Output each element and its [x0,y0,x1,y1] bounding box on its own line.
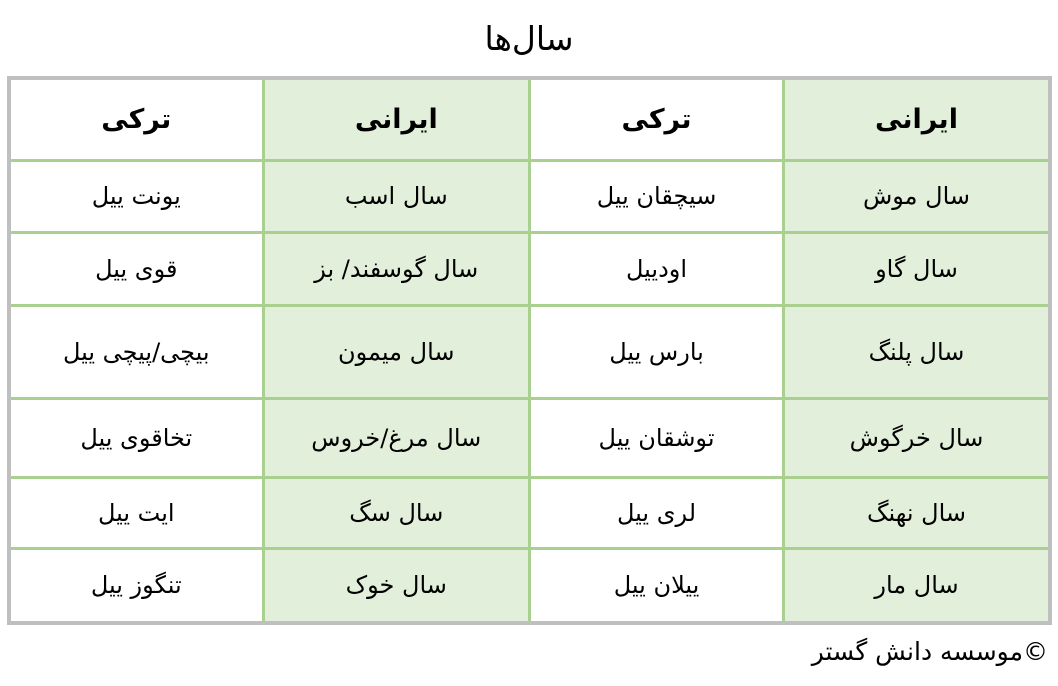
year-cell-iranian: سال موش [784,160,1050,232]
year-cell-turkish: تنگوز ییل [9,548,263,623]
header-turkish-1: ترکی [530,78,784,160]
header-iranian-1: ایرانی [784,78,1050,160]
header-iranian-2: ایرانی [263,78,529,160]
year-cell-turkish: قوی ییل [9,232,263,305]
year-cell-iranian: سال پلنگ [784,305,1050,398]
year-cell-iranian: سال خوک [263,548,529,623]
year-cell-turkish: بارس ییل [530,305,784,398]
year-cell-iranian: سال خرگوش [784,398,1050,477]
year-cell-iranian: سال مار [784,548,1050,623]
year-cell-iranian: سال گاو [784,232,1050,305]
table-row [9,305,1050,398]
year-cell-iranian: سال اسب [263,160,529,232]
copyright-credit: ©موسسه دانش گستر [811,637,1048,666]
year-cell-turkish: بیچی/پیچی ییل [9,305,263,398]
year-cell-turkish: لری ییل [530,477,784,548]
year-cell-turkish: سیچقان ییل [530,160,784,232]
header-row [9,78,1050,160]
table-row [9,548,1050,623]
year-cell-turkish: یونت ییل [9,160,263,232]
year-cell-iranian: سال سگ [263,477,529,548]
years-table [7,76,1052,625]
year-cell-turkish: ایت ییل [9,477,263,548]
table-row [9,232,1050,305]
table-row [9,398,1050,477]
year-cell-iranian: سال مرغ/خروس [263,398,529,477]
year-cell-iranian: سال میمون [263,305,529,398]
year-cell-turkish: اودییل [530,232,784,305]
year-cell-iranian: سال گوسفند/ بز [263,232,529,305]
year-cell-iranian: سال نهنگ [784,477,1050,548]
year-cell-turkish: توشقان ییل [530,398,784,477]
page-title: سال‌ها [484,18,574,58]
table-row [9,477,1050,548]
year-cell-turkish: ییلان ییل [530,548,784,623]
table-row [9,160,1050,232]
year-cell-turkish: تخاقوی ییل [9,398,263,477]
header-turkish-2: ترکی [9,78,263,160]
